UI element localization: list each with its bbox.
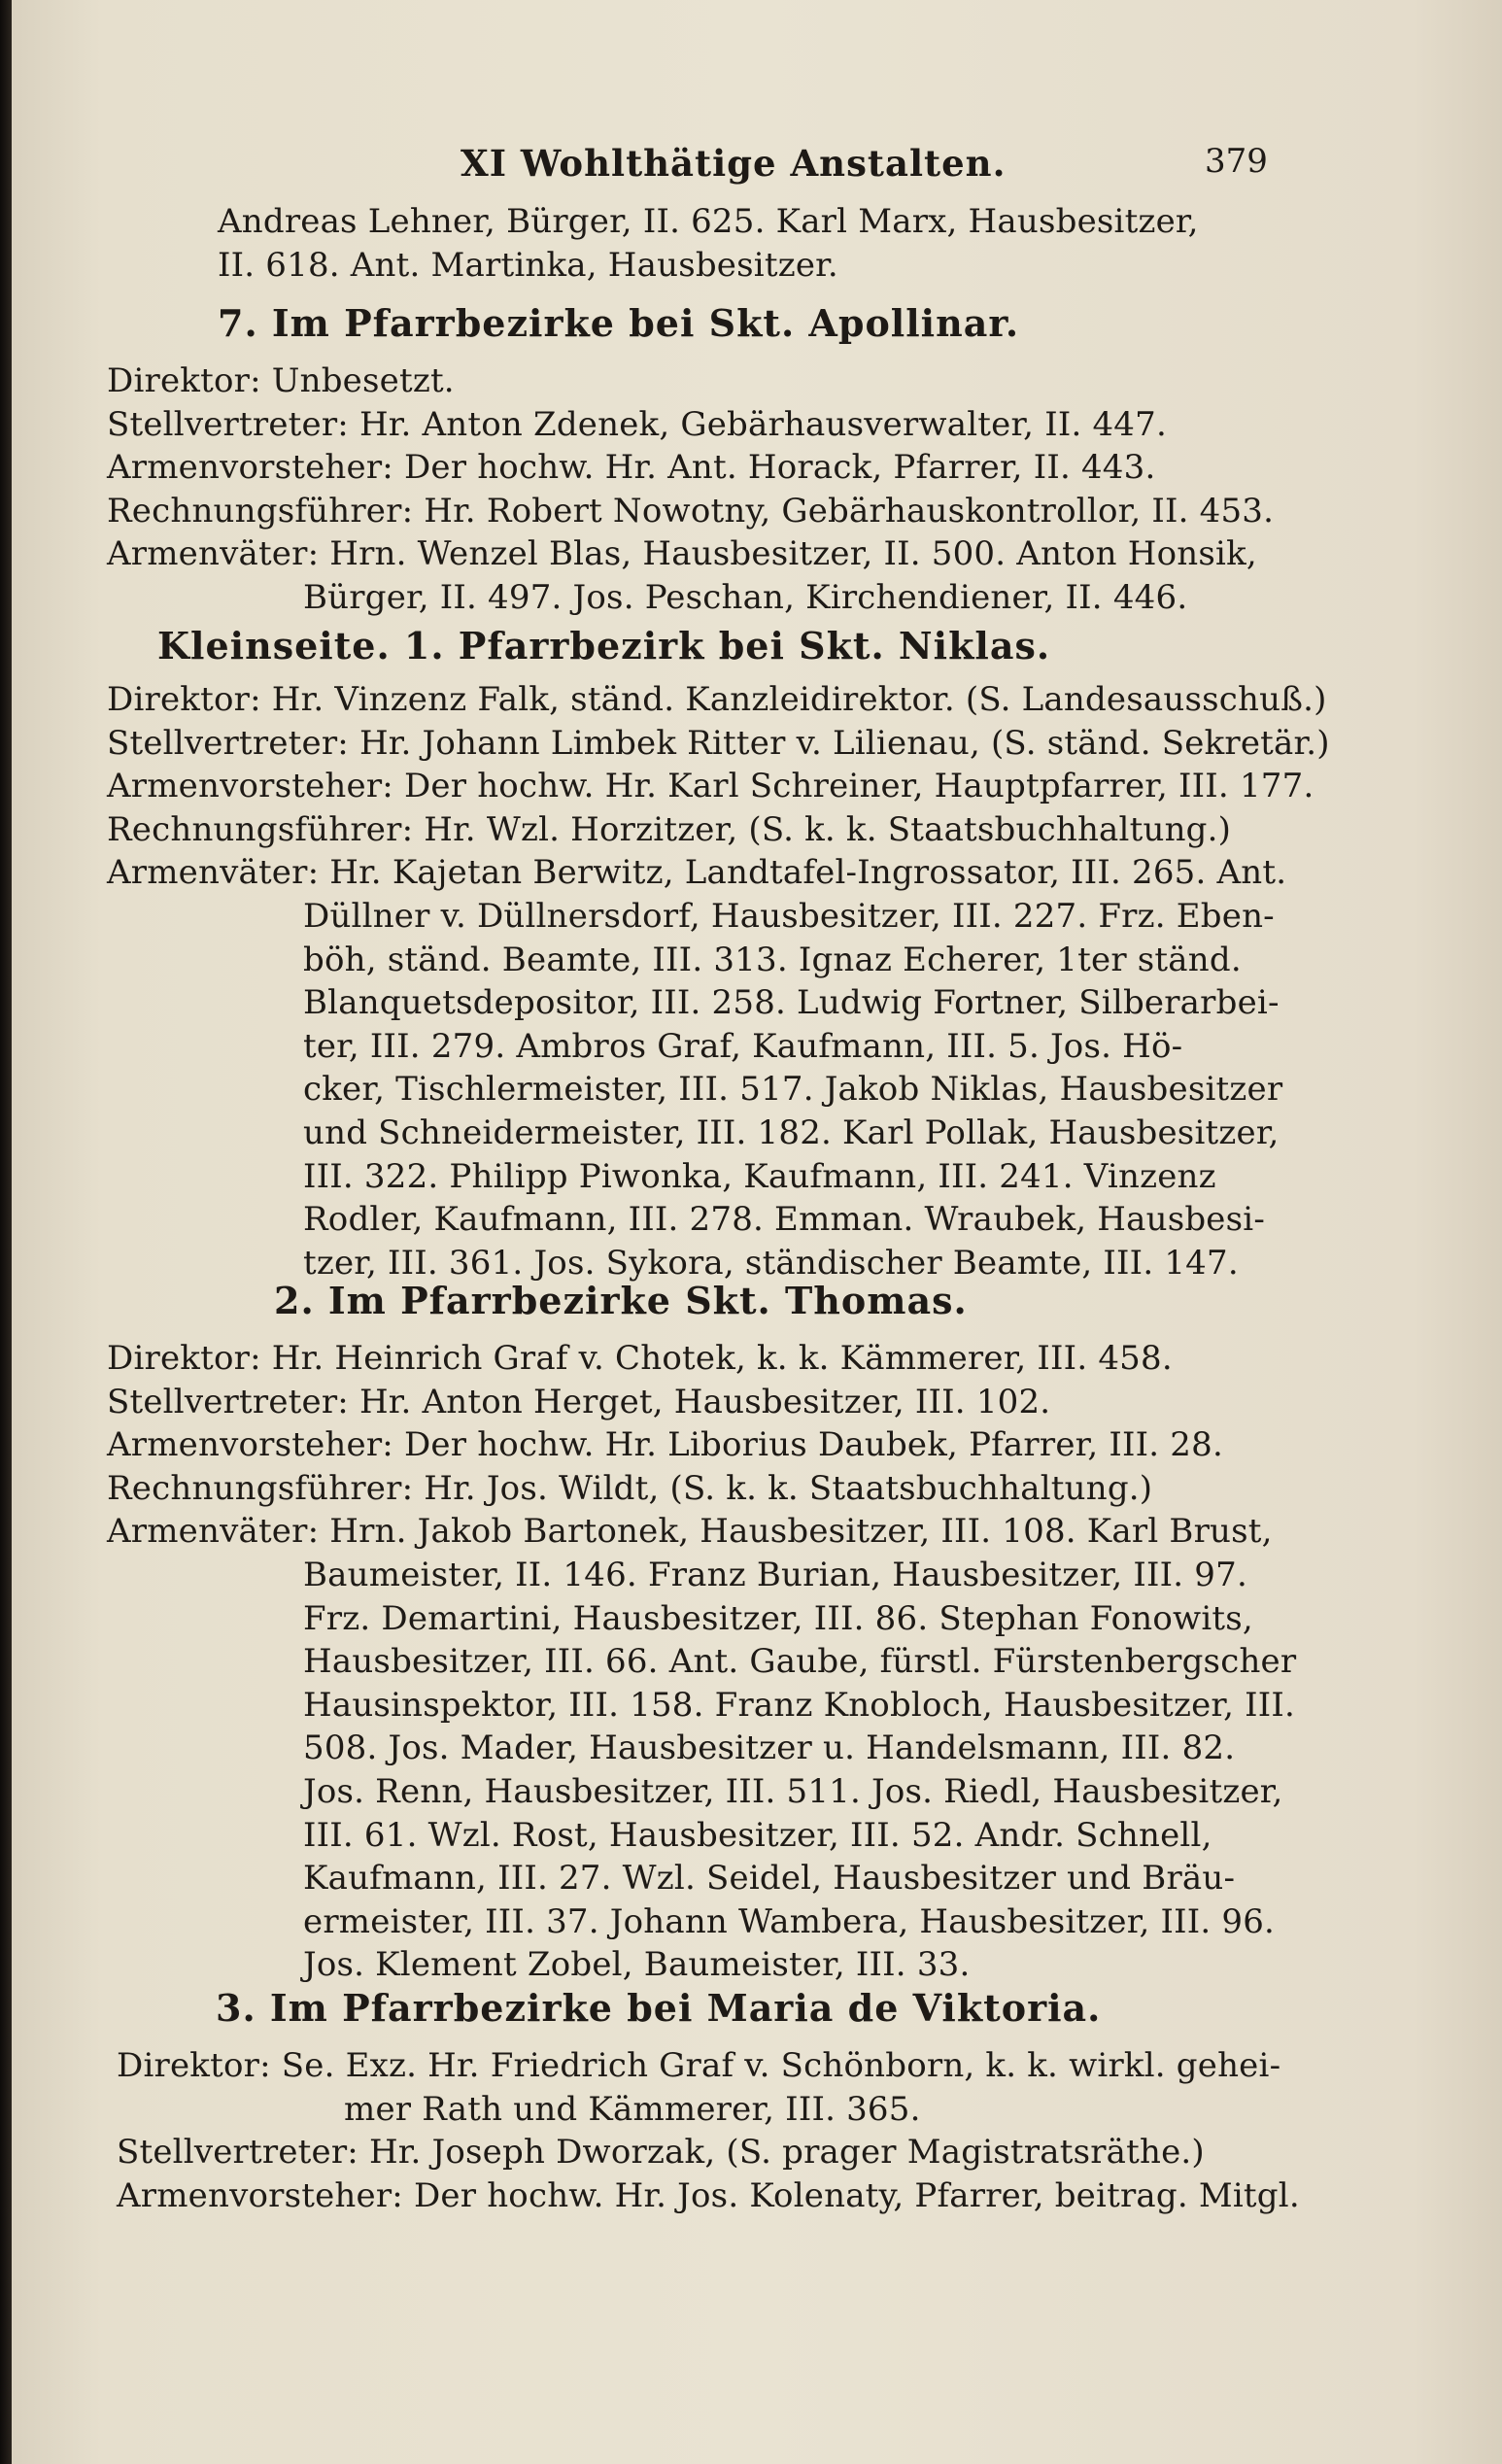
section-heading-apollinar [12,290,1275,358]
text-line: Armenvorsteher: Der hochw. Hr. Karl Schreiner, Hauptpfarrer, III. 177. [107,767,1314,806]
text-line: Rechnungsführer: Hr. Robert Nowotny, Gebärhauskontrollor, II. 453. [107,491,1275,530]
text-line: Armenväter: Hrn. Wenzel Blas, Hausbesitzer, II. 500. Anton Honsik, [107,534,1257,574]
text-line: böh, ständ. Beamte, III. 313. Ignaz Echerer, 1ter ständ. [303,940,1242,979]
section-heading-niklas [12,612,1275,680]
text-line: Kaufmann, III. 27. Wzl. Seidel, Hausbesitzer und Bräu- [303,1859,1236,1899]
section-heading: 7. Im Pfarrbezirke bei Skt. Apollinar. [218,301,1020,345]
text-line: Stellvertreter: Hr. Anton Zdenek, Gebärhausverwalter, II. 447. [107,404,1167,444]
text-line: Stellvertreter: Hr. Joseph Dworzak, (S. prager Magistratsräthe.) [117,2133,1205,2173]
text-line: Baumeister, II. 146. Franz Burian, Hausbesitzer, III. 97. [303,1555,1247,1594]
text-line: Armenväter: Hrn. Jakob Bartonek, Hausbesitzer, III. 108. Karl Brust, [107,1512,1273,1552]
section-heading: Kleinseite. 1. Pfarrbezirk bei Skt. Niklas. [157,624,1051,667]
entry-block-maria-de-viktoria [12,2044,1300,2217]
entry-block-thomas [12,1337,1297,1987]
text-line: Armenvorsteher: Der hochw. Hr. Liborius Daubek, Pfarrer, III. 28. [107,1425,1223,1465]
text-line: Hausinspektor, III. 158. Franz Knobloch, Hausbesitzer, III. [303,1685,1296,1725]
text-line: Armenväter: Hr. Kajetan Berwitz, Landtafel-Ingrossator, III. 265. Ant. [107,853,1287,893]
book-page [12,0,1502,2464]
text-line: Stellvertreter: Hr. Johann Limbek Ritter v. Lilienau, (S. ständ. Sekretär.) [107,723,1330,763]
text-line: ermeister, III. 37. Johann Wambera, Hausbesitzer, III. 96. [303,1901,1276,1941]
page-number: 379 [1205,142,1268,181]
text-line: III. 322. Philipp Piwonka, Kaufmann, III. 241. Vinzenz [303,1156,1216,1196]
text-line: Direktor: Se. Exz. Hr. Friedrich Graf v. Schönborn, k. k. wirkl. gehei- [117,2046,1281,2085]
text-line: tzer, III. 361. Jos. Sykora, ständischer Beamte, III. 147. [303,1243,1239,1283]
entry-block-apollinar [12,359,1275,620]
section-heading: 3. Im Pfarrbezirke bei Maria de Viktoria. [216,1986,1102,2030]
text-line: Jos. Renn, Hausbesitzer, III. 511. Jos. Riedl, Hausbesitzer, [303,1771,1283,1811]
text-line: Direktor: Unbesetzt. [107,361,455,400]
text-line: Hausbesitzer, III. 66. Ant. Gaube, fürstl. Fürstenbergscher [303,1642,1297,1682]
running-header: XI Wohlthätige Anstalten. [461,142,1007,185]
text-line: Direktor: Hr. Vinzenz Falk, ständ. Kanzleidirektor. (S. Landesausschuß.) [107,680,1327,719]
book-gutter [0,0,12,2464]
text-line: Blanquetsdepositor, III. 258. Ludwig Fortner, Silberarbei- [303,983,1280,1023]
text-line: Armenvorsteher: Der hochw. Hr. Ant. Horack, Pfarrer, II. 443. [107,448,1156,488]
section-heading-thomas [12,1267,1275,1335]
entry-block-apollinar-start [12,200,1275,287]
text-line: Frz. Demartini, Hausbesitzer, III. 86. Stephan Fonowits, [303,1598,1253,1638]
text-line: Andreas Lehner, Bürger, II. 625. Karl Marx, Hausbesitzer, [218,202,1199,241]
text-line: Direktor: Hr. Heinrich Graf v. Chotek, k. k. Kämmerer, III. 458. [107,1339,1173,1378]
text-line: Düllner v. Düllnersdorf, Hausbesitzer, III. 227. Frz. Eben- [303,896,1275,936]
text-line: Bürger, II. 497. Jos. Peschan, Kirchendiener, II. 446. [303,577,1188,617]
text-line: ter, III. 279. Ambros Graf, Kaufmann, III. 5. Jos. Hö- [303,1026,1183,1066]
text-line: Jos. Klement Zobel, Baumeister, III. 33. [303,1945,971,1985]
text-line: Stellvertreter: Hr. Anton Herget, Hausbesitzer, III. 102. [107,1382,1051,1421]
section-heading-maria-de-viktoria [12,1974,1275,2042]
text-line: cker, Tischlermeister, III. 517. Jakob Niklas, Hausbesitzer [303,1070,1283,1110]
section-heading: 2. Im Pfarrbezirke Skt. Thomas. [274,1279,968,1322]
text-line: Rodler, Kaufmann, III. 278. Emman. Wraubek, Hausbesi- [303,1200,1266,1240]
text-line: III. 61. Wzl. Rost, Hausbesitzer, III. 52. Andr. Schnell, [303,1815,1212,1855]
text-line: II. 618. Ant. Martinka, Hausbesitzer. [218,245,838,285]
text-line: mer Rath und Kämmerer, III. 365. [344,2089,921,2129]
text-line: und Schneidermeister, III. 182. Karl Pollak, Hausbesitzer, [303,1112,1280,1152]
text-line: Rechnungsführer: Hr. Wzl. Horzitzer, (S. k. k. Staatsbuchhaltung.) [107,809,1232,849]
text-line: Armenvorsteher: Der hochw. Hr. Jos. Kolenaty, Pfarrer, beitrag. Mitgl. [117,2175,1300,2215]
text-line: 508. Jos. Mader, Hausbesitzer u. Handelsmann, III. 82. [303,1728,1236,1768]
text-line: Rechnungsführer: Hr. Jos. Wildt, (S. k. k. Staatsbuchhaltung.) [107,1468,1153,1508]
entry-block-niklas [12,678,1330,1284]
